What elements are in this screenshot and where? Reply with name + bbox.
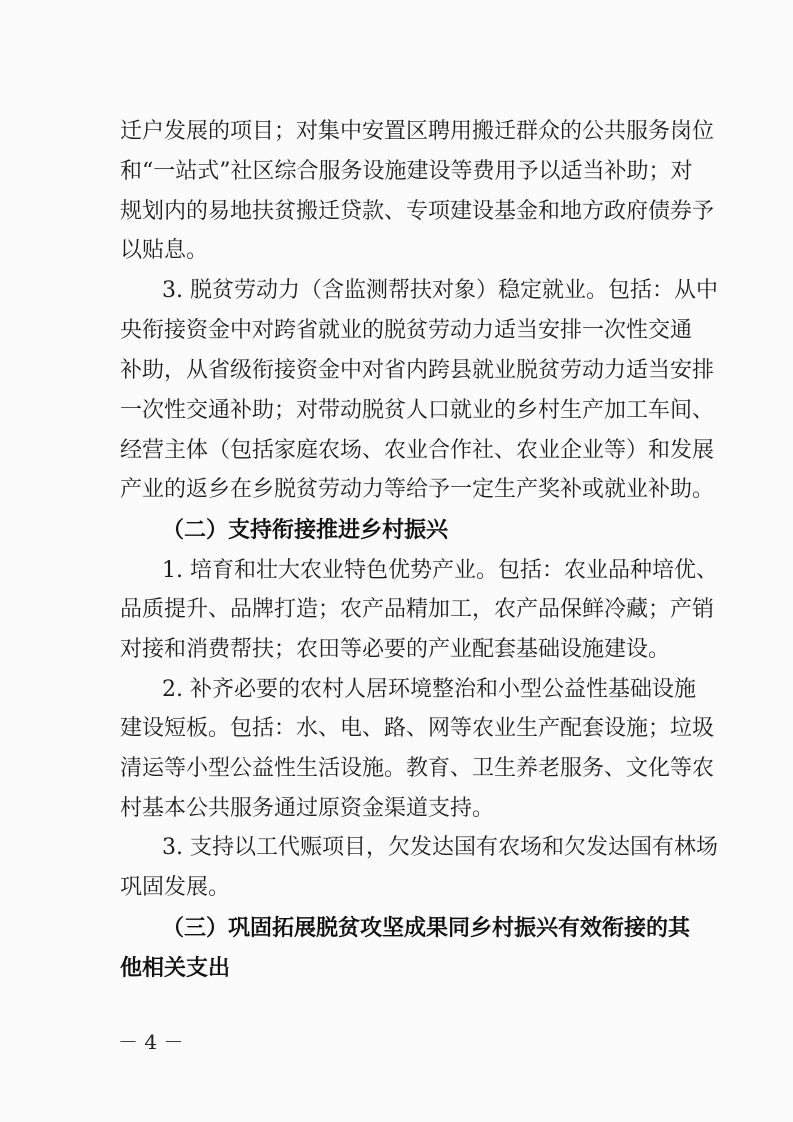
section-heading-continuation: 他相关支出 [120,955,231,981]
section-heading: （二）支持衔接推进乡村振兴 [162,517,449,543]
body-text-line: 以贴息。 [120,238,209,263]
body-text-line: 补助，从省级衔接资金中对省内跨县就业脱贫劳动力适当安排 [120,358,715,383]
body-text-line: 央衔接资金中对跨省就业的脱贫劳动力适当安排一次性交通 [120,318,693,343]
body-text-line: 建设短板。包括：水、电、路、网等农业生产配套设施；垃圾 [120,716,715,741]
body-text-line: 品质提升、品牌打造；农产品精加工，农产品保鲜冷藏；产销 [120,597,715,622]
body-text-line: 产业的返乡在乡脱贫劳动力等给予一定生产奖补或就业补助。 [120,477,715,502]
list-item-heading: 1. 培育和壮大农业特色优势产业。包括：农业品种培优、 [162,558,718,583]
list-item-heading: 3. 脱贫劳动力（含监测帮扶对象）稳定就业。包括：从中 [162,278,718,303]
list-item-heading: 2. 补齐必要的农村人居环境整治和小型公益性基础设施 [162,677,696,702]
body-text-line: 迁户发展的项目；对集中安置区聘用搬迁群众的公共服务岗位 [120,119,715,144]
body-text-line: 规划内的易地扶贫搬迁贷款、专项建设基金和地方政府债券予 [120,199,715,224]
body-text-line: 一次性交通补助；对带动脱贫人口就业的乡村生产加工车间、 [120,398,715,423]
body-text-line: 村基本公共服务通过原资金渠道支持。 [120,796,495,821]
page-number: － 4 － [118,1030,184,1054]
body-text-line: 经营主体（包括家庭农场、农业合作社、农业企业等）和发展 [120,438,715,463]
list-item-heading: 3. 支持以工代赈项目，欠发达国有农场和欠发达国有林场 [162,835,718,860]
body-text-line: 清运等小型公益性生活设施。教育、卫生养老服务、文化等农 [120,756,715,781]
body-text-line: 对接和消费帮扶；农田等必要的产业配套基础设施建设。 [120,637,671,662]
body-text-line: 巩固发展。 [120,875,231,900]
section-heading: （三）巩固拓展脱贫攻坚成果同乡村振兴有效衔接的其 [162,915,691,941]
body-text-line: 和“一站式”社区综合服务设施建设等费用予以适当补助；对 [120,159,693,184]
